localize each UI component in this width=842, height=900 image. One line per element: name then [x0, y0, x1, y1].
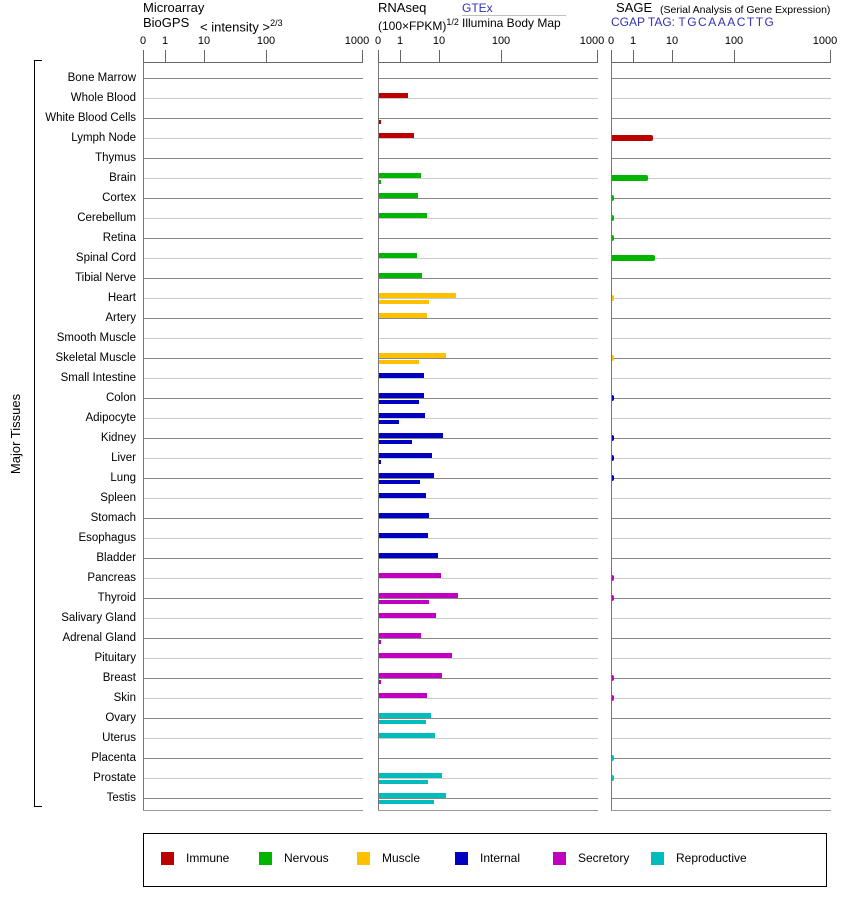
expression-bar [612, 395, 614, 401]
row-line [144, 458, 363, 459]
tissue-bracket-top-arm [34, 60, 42, 61]
row-line [144, 118, 363, 119]
expression-bar [379, 693, 427, 698]
microarray-axis-exponent: 2/3 [270, 18, 283, 28]
row-line [144, 358, 363, 359]
expression-bar [379, 400, 419, 404]
row-line [612, 538, 831, 539]
row-line [612, 338, 831, 339]
expression-bar [379, 353, 446, 358]
legend [143, 833, 827, 887]
row-line [144, 98, 363, 99]
axis-tick-label: 10 [432, 35, 446, 47]
tissue-label: Lung [110, 472, 136, 484]
axis-tick-label: 0 [607, 35, 615, 47]
row-line [144, 378, 363, 379]
row-line [612, 598, 831, 599]
row-line [379, 418, 598, 419]
row-line [144, 298, 363, 299]
expression-bar [379, 733, 435, 738]
axis-tick-label: 1000 [344, 35, 370, 47]
tissue-label: Cerebellum [77, 212, 136, 224]
axis-tick-label: 1000 [579, 35, 605, 47]
row-line [612, 518, 831, 519]
expression-bar [379, 273, 422, 278]
tissue-label: Bone Marrow [67, 72, 136, 84]
axis-tick [378, 50, 379, 62]
gtex-link[interactable]: GTEx [462, 1, 493, 15]
legend-swatch-nervous [259, 852, 272, 865]
tissue-label: Liver [111, 452, 136, 464]
row-line [612, 638, 831, 639]
expression-bar [379, 433, 443, 438]
row-line [144, 678, 363, 679]
legend-swatch-reproductive [651, 852, 664, 865]
expression-bar [379, 473, 434, 478]
row-line [144, 438, 363, 439]
axis-tick [633, 50, 634, 62]
row-line [379, 738, 598, 739]
expression-bar [379, 360, 419, 364]
row-line [144, 798, 363, 799]
row-line [144, 558, 363, 559]
expression-bar [379, 253, 417, 258]
expression-bar [379, 393, 424, 398]
row-line [144, 198, 363, 199]
row-line [144, 518, 363, 519]
illumina-body-map-label: Illumina Body Map [462, 16, 561, 30]
row-line [379, 778, 598, 779]
tissue-label: Adipocyte [85, 412, 136, 424]
row-line [144, 658, 363, 659]
row-line [144, 138, 363, 139]
row-line [379, 578, 598, 579]
tissue-label: Retina [102, 232, 136, 244]
axis-tick [611, 50, 612, 62]
axis-tick [165, 50, 166, 62]
row-line [144, 598, 363, 599]
axis-tick-label: 100 [724, 35, 744, 47]
axis-tick-label: 1 [629, 35, 637, 47]
row-line [144, 478, 363, 479]
expression-bar [379, 533, 428, 538]
row-line [144, 258, 363, 259]
expression-bar [379, 313, 427, 318]
tissue-label: Small Intestine [60, 372, 136, 384]
tissue-label: Thyroid [97, 592, 136, 604]
expression-bar [379, 640, 381, 644]
expression-bar [379, 513, 429, 518]
row-line [612, 318, 831, 319]
axis-tick [439, 50, 440, 62]
expression-bar [379, 573, 441, 578]
row-line [379, 618, 598, 619]
rnaseq-formula-exponent: 1/2 [446, 17, 459, 27]
row-line [144, 698, 363, 699]
row-line [379, 258, 598, 259]
tissue-label: Uterus [102, 732, 136, 744]
row-line [379, 758, 598, 759]
axis-tick [734, 50, 735, 62]
expression-bar [379, 633, 421, 638]
expression-bar [612, 255, 655, 261]
expression-bar [612, 475, 614, 481]
expression-bar [612, 575, 614, 581]
expression-bar [379, 593, 458, 598]
tissue-label: Adrenal Gland [62, 632, 136, 644]
axis-tick-label: 100 [491, 35, 511, 47]
sage-title: SAGE [616, 0, 653, 15]
expression-bar [612, 215, 614, 221]
row-line [144, 538, 363, 539]
tissue-label: Testis [106, 792, 136, 804]
row-line [612, 78, 831, 79]
tissue-label: Smooth Muscle [56, 332, 136, 344]
tissue-label: Brain [109, 172, 136, 184]
axis-tick-label: 1000 [812, 35, 838, 47]
axis-tick [266, 50, 267, 62]
sage-tag-sequence: TGCAAACTTG [678, 15, 776, 29]
row-line [379, 458, 598, 459]
expression-bar [379, 293, 456, 298]
axis-tick-label: 1 [396, 35, 404, 47]
axis-tick [672, 50, 673, 62]
row-line [612, 558, 831, 559]
row-line [144, 218, 363, 219]
tissue-label: Esophagus [78, 532, 136, 544]
expression-bar [612, 355, 614, 361]
row-line [612, 198, 831, 199]
tissue-label: Cortex [102, 192, 136, 204]
row-line [612, 118, 831, 119]
row-line [379, 638, 598, 639]
legend-swatch-immune [161, 852, 174, 865]
axis-top-line [378, 62, 598, 63]
row-line [379, 78, 598, 79]
row-line [612, 438, 831, 439]
cgap-tag-link[interactable]: CGAP TAG: TGCAAACTTG [611, 15, 776, 29]
row-line [612, 358, 831, 359]
axis-tick [830, 50, 831, 62]
row-line [612, 398, 831, 399]
row-line [144, 158, 363, 159]
tissue-label: Prostate [93, 772, 136, 784]
panel-bottom-border [378, 810, 598, 811]
row-line [612, 698, 831, 699]
expression-bar [379, 673, 442, 678]
legend-label-muscle: Muscle [382, 851, 421, 865]
expression-bar [379, 300, 429, 304]
axis-tick [362, 50, 363, 62]
row-line [379, 398, 598, 399]
axis-tick-label: 0 [139, 35, 147, 47]
row-line [379, 138, 598, 139]
axis-tick-label: 1 [161, 35, 169, 47]
row-line [144, 418, 363, 419]
row-line [612, 718, 831, 719]
rnaseq-formula: (100×FPKM)$^{1/2}$ [378, 17, 459, 33]
expression-bar [379, 680, 381, 684]
expression-bar [379, 460, 381, 464]
tissue-label: Tibial Nerve [75, 272, 136, 284]
legend-label-nervous: Nervous [284, 851, 329, 865]
expression-bar [612, 295, 614, 301]
row-line [379, 718, 598, 719]
tissue-label: Skeletal Muscle [55, 352, 136, 364]
row-line [379, 698, 598, 699]
expression-bar [379, 713, 431, 718]
expression-bar [379, 440, 412, 444]
expression-bar [379, 720, 426, 724]
expression-bar [379, 133, 414, 138]
legend-label-internal: Internal [480, 851, 521, 865]
row-line [612, 658, 831, 659]
axis-tick [400, 50, 401, 62]
row-line [612, 738, 831, 739]
tissue-label: Artery [105, 312, 136, 324]
row-line [612, 618, 831, 619]
expression-bar [612, 175, 648, 181]
expression-bar [379, 193, 418, 198]
expression-bar [379, 93, 408, 98]
tissue-label: Ovary [105, 712, 136, 724]
row-line [379, 318, 598, 319]
row-line [144, 638, 363, 639]
expression-bar [612, 755, 614, 761]
row-line [144, 318, 363, 319]
row-line [144, 178, 363, 179]
expression-bar [379, 420, 399, 424]
expression-bar [612, 455, 614, 461]
tissue-label: Kidney [100, 432, 136, 444]
tissue-label: Whole Blood [70, 92, 136, 104]
expression-bar [379, 120, 381, 124]
expression-bar [379, 173, 421, 178]
row-line [379, 438, 598, 439]
expression-bar [612, 675, 614, 681]
axis-tick-label: 0 [374, 35, 382, 47]
row-line [379, 198, 598, 199]
row-line [612, 758, 831, 759]
row-line [144, 338, 363, 339]
tissue-label: Pituitary [94, 652, 136, 664]
legend-label-immune: Immune [186, 851, 230, 865]
row-line [379, 538, 598, 539]
row-line [144, 778, 363, 779]
row-line [144, 398, 363, 399]
microarray-axis-note: < intensity >$^{2/3}$ [200, 18, 283, 35]
expression-bar [379, 773, 442, 778]
tissue-label: Bladder [96, 552, 136, 564]
row-line [612, 218, 831, 219]
expression-bar [612, 235, 614, 241]
row-line [379, 678, 598, 679]
tissue-label: White Blood Cells [45, 112, 136, 124]
expression-bar [379, 453, 432, 458]
tissue-bracket-bottom-arm [34, 806, 42, 807]
row-line [144, 758, 363, 759]
row-line [612, 778, 831, 779]
tissue-label: Pancreas [87, 572, 136, 584]
tissue-label: Salivary Gland [61, 612, 136, 624]
legend-swatch-internal [455, 852, 468, 865]
sage-note: (Serial Analysis of Gene Expression) [660, 4, 831, 16]
expression-bar [379, 213, 427, 218]
axis-tick-label: 10 [665, 35, 679, 47]
tissue-label: Placenta [91, 752, 136, 764]
expression-bar [379, 780, 428, 784]
tissue-label: Stomach [90, 512, 136, 524]
row-line [379, 98, 598, 99]
row-line [379, 798, 598, 799]
row-line [144, 578, 363, 579]
expression-bar [612, 695, 614, 701]
row-line [144, 278, 363, 279]
tissue-label: Spinal Cord [75, 252, 136, 264]
row-line [379, 238, 598, 239]
row-line [379, 498, 598, 499]
row-line [612, 158, 831, 159]
tissue-label: Heart [107, 292, 136, 304]
expression-bar [379, 413, 425, 418]
expression-bar [612, 435, 614, 441]
legend-swatch-secretory [553, 852, 566, 865]
row-line [612, 498, 831, 499]
row-line [612, 458, 831, 459]
row-line [379, 598, 598, 599]
panel-bottom-border [143, 810, 363, 811]
axis-tick [597, 50, 598, 62]
row-line [612, 98, 831, 99]
microarray-title: Microarray [143, 0, 205, 15]
row-line [379, 178, 598, 179]
row-line [144, 78, 363, 79]
row-line [379, 378, 598, 379]
microarray-source: BioGPS [143, 15, 190, 30]
axis-tick [204, 50, 205, 62]
major-tissues-label: Major Tissues [8, 393, 23, 475]
expression-bar [379, 613, 436, 618]
tissue-label: Thymus [95, 152, 136, 164]
row-line [379, 518, 598, 519]
row-line [144, 238, 363, 239]
tissue-label: Spleen [100, 492, 136, 504]
expression-bar [379, 493, 426, 498]
axis-tick [501, 50, 502, 62]
tissue-label: Lymph Node [71, 132, 136, 144]
axis-tick-label: 10 [197, 35, 211, 47]
row-line [612, 678, 831, 679]
tissue-label: Breast [102, 672, 136, 684]
legend-label-secretory: Secretory [578, 851, 630, 865]
row-line [612, 478, 831, 479]
row-line [612, 278, 831, 279]
expression-bar [379, 480, 420, 484]
tissue-label: Colon [105, 392, 136, 404]
row-line [379, 358, 598, 359]
expression-bar [612, 775, 614, 781]
axis-tick [143, 50, 144, 62]
row-line [379, 158, 598, 159]
rnaseq-title: RNAseq [378, 0, 427, 15]
expression-bar [379, 653, 452, 658]
row-line [612, 418, 831, 419]
row-line [612, 378, 831, 379]
row-line [612, 798, 831, 799]
expression-bar [379, 793, 446, 798]
row-line [379, 218, 598, 219]
axis-tick-label: 100 [256, 35, 276, 47]
row-line [612, 298, 831, 299]
row-line [379, 658, 598, 659]
row-line [379, 118, 598, 119]
row-line [612, 238, 831, 239]
expression-bar [612, 595, 614, 601]
row-line [144, 738, 363, 739]
row-line [379, 558, 598, 559]
expression-bar [379, 373, 424, 378]
row-line [379, 338, 598, 339]
legend-label-reproductive: Reproductive [676, 851, 747, 865]
panel-bottom-border [611, 810, 831, 811]
expression-bar [379, 600, 429, 604]
axis-top-line [611, 62, 831, 63]
axis-top-line [143, 62, 363, 63]
expression-bar [379, 800, 434, 804]
expression-bar [612, 195, 614, 201]
legend-swatch-muscle [357, 852, 370, 865]
expression-bar [379, 553, 438, 558]
expression-bar [612, 135, 653, 141]
row-line [379, 478, 598, 479]
row-line [144, 618, 363, 619]
row-line [144, 718, 363, 719]
row-line [379, 298, 598, 299]
tissue-label: Skin [113, 692, 136, 704]
row-line [612, 578, 831, 579]
row-line [379, 278, 598, 279]
expression-bar [379, 180, 381, 184]
row-line [144, 498, 363, 499]
